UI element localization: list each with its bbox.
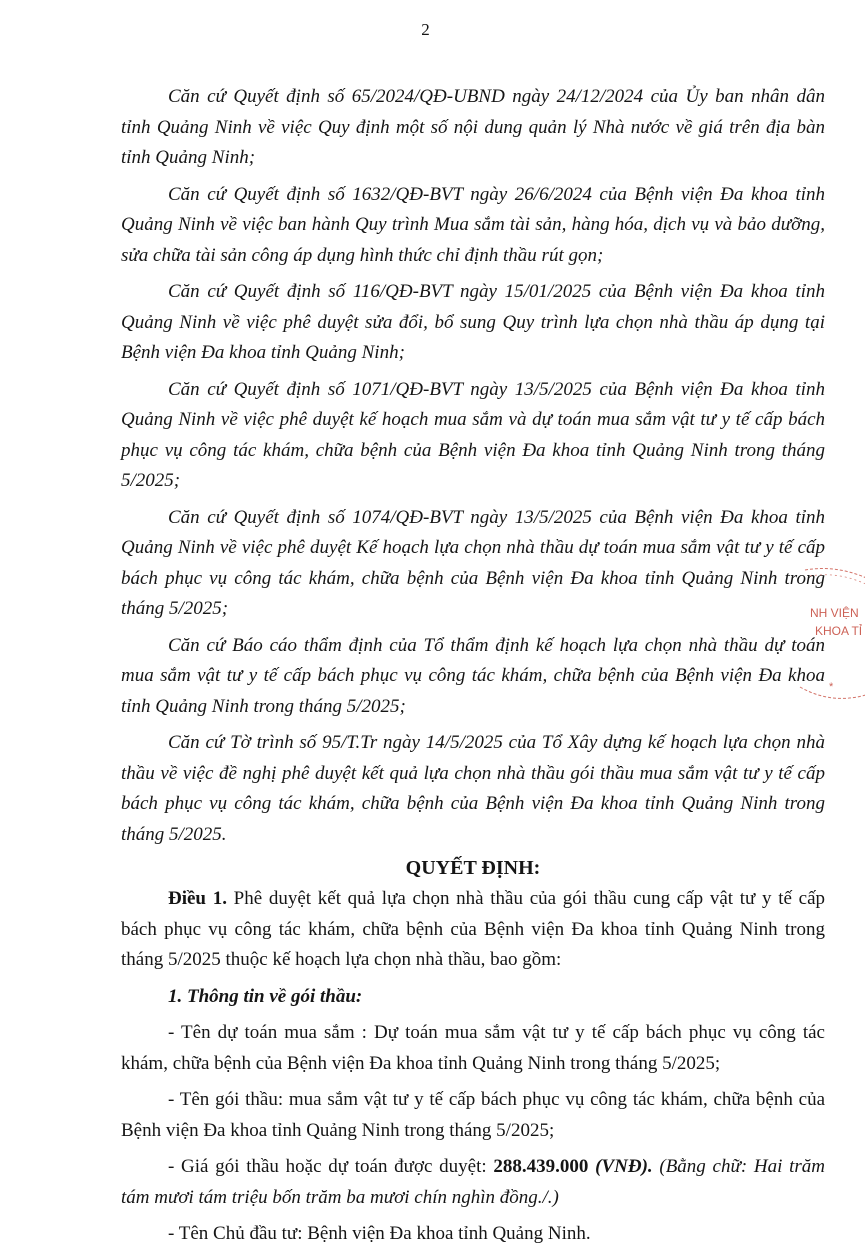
seal-stamp (785, 562, 865, 712)
article-1 (121, 884, 825, 976)
legal-basis-paragraph: Căn cứ Quyết định số 1071/QĐ-BVT ngày 13/5/2025 của Bệnh viện Đa khoa tỉnh Quảng Ninh về việc phê duyệt kế hoạch mua sắm và dự toán mua sắm vật tư y tế cấp bách phục vụ công tác khám, chữa bệnh của Bệnh viện Đa khoa tỉnh Quảng Ninh trong tháng 5/2025; (121, 378, 825, 491)
article-1-label: Điều 1. (168, 888, 227, 909)
seal-text-line: NH VIỆN (810, 606, 859, 620)
investor-item: - Tên Chủ đầu tư: Bệnh viện Đa khoa tỉnh Quảng Ninh. (168, 1223, 591, 1244)
price-in-words: (Bằng chữ: Hai trăm tám mươi tám triệu bốn trăm ba mươi chín nghìn đồng./.) (121, 1156, 825, 1208)
section-1-heading: 1. Thông tin về gói thầu: (168, 985, 363, 1007)
page-number: 2 (421, 20, 430, 39)
article-1-text: Phê duyệt kết quả lựa chọn nhà thầu của gói thầu cung cấp vật tư y tế cấp bách phục vụ công tác khám, chữa bệnh của Bệnh viện Đa khoa tỉnh Quảng Ninh trong tháng 5/2025 thuộc kế hoạch lựa chọn nhà thầu, bao gồm: (121, 888, 826, 970)
legal-basis-paragraph: Căn cứ Quyết định số 1074/QĐ-BVT ngày 13/5/2025 của Bệnh viện Đa khoa tỉnh Quảng Ninh về việc phê duyệt Kế hoạch lựa chọn nhà thầu dự toán mua sắm vật tư y tế cấp bách phục vụ công tác khám, chữa bệnh của Bệnh viện Đa khoa tỉnh Quảng Ninh trong tháng 5/2025; (121, 506, 825, 619)
legal-basis-paragraph: Căn cứ Quyết định số 1632/QĐ-BVT ngày 26/6/2024 của Bệnh viện Đa khoa tỉnh Quảng Ninh về việc ban hành Quy trình Mua sắm tài sản, hàng hóa, dịch vụ và bảo dưỡng, sửa chữa tài sản công áp dụng hình thức chỉ định thầu rút gọn; (121, 183, 825, 266)
price-value: 288.439.000 (493, 1156, 589, 1177)
legal-basis-paragraph: Căn cứ Báo cáo thẩm định của Tổ thẩm định kế hoạch lựa chọn nhà thầu dự toán mua sắm vật tư y tế cấp bách phục vụ công tác khám, chữa bệnh của Bệnh viện Đa khoa tỉnh Quảng Ninh trong tháng 5/2025; (121, 634, 825, 717)
legal-basis-paragraph: Căn cứ Quyết định số 65/2024/QĐ-UBND ngày 24/12/2024 của Ủy ban nhân dân tỉnh Quảng Ninh về việc Quy định một số nội dung quản lý Nhà nước về giá trên địa bàn tỉnh Quảng Ninh; (121, 86, 825, 168)
package-price-item (121, 1152, 825, 1213)
price-unit: (VNĐ). (588, 1156, 653, 1177)
estimate-name-item: - Tên dự toán mua sắm : Dự toán mua sắm vật tư y tế cấp bách phục vụ công tác khám, chữa bệnh của Bệnh viện Đa khoa tỉnh Quảng Ninh trong tháng 5/2025; (121, 1022, 825, 1074)
decision-title: QUYẾT ĐỊNH: (405, 857, 541, 879)
package-name-item: - Tên gói thầu: mua sắm vật tư y tế cấp bách phục vụ công tác khám, chữa bệnh của Bệnh viện Đa khoa tỉnh Quảng Ninh trong tháng 5/2025; (121, 1089, 825, 1141)
svg-text:*: * (829, 681, 834, 693)
seal-text-line: KHOA TỈ (815, 624, 863, 638)
legal-basis-paragraph: Căn cứ Quyết định số 116/QĐ-BVT ngày 15/01/2025 của Bệnh viện Đa khoa tỉnh Quảng Ninh về việc phê duyệt sửa đổi, bổ sung Quy trình lựa chọn nhà thầu áp dụng tại Bệnh viện Đa khoa tỉnh Quảng Ninh; (121, 281, 825, 363)
document-body (121, 82, 825, 1250)
price-prefix: - Giá gói thầu hoặc dự toán được duyệt: (168, 1156, 494, 1177)
legal-basis-paragraph: Căn cứ Tờ trình số 95/T.Tr ngày 14/5/2025 của Tổ Xây dựng kế hoạch lựa chọn nhà thầu về việc đề nghị phê duyệt kết quả lựa chọn nhà thầu gói thầu mua sắm vật tư y tế cấp bách phục vụ công tác khám, chữa bệnh của Bệnh viện Đa khoa tỉnh Quảng Ninh trong tháng 5/2025. (121, 732, 825, 845)
